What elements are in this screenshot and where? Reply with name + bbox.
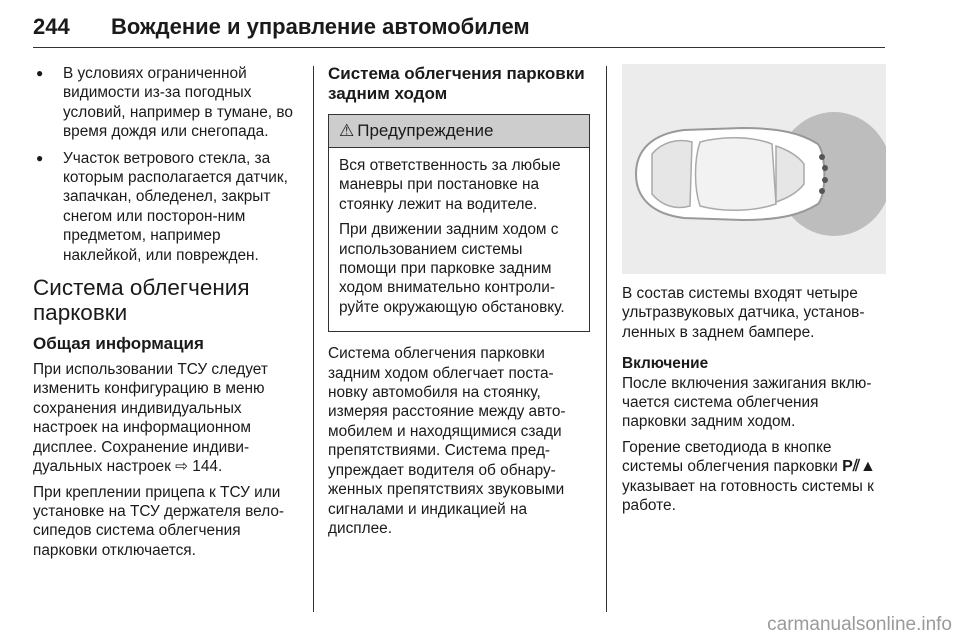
list-item: ● Участок ветрового стекла, за которым располагается датчик, запачкан, обледенел, закрыт снегом или посторон-ним предметом, например наклейкой, или поврежден. — [33, 149, 299, 265]
warning-body — [329, 148, 589, 331]
warning-text: При движении задним ходом с использованием системы помощи при парковке задним ходом внимательно контроли-руйте окружающую обстановку. — [339, 221, 565, 316]
warning-heading: Предупреждение — [357, 121, 494, 140]
paragraph-text: При использовании ТСУ следует изменить конфигурацию в меню сохранения индивидуальных настроек на информационном дисплее. Сохранение индиви-дуальных настроек — [33, 361, 268, 476]
column-divider — [313, 66, 314, 612]
column-right — [622, 64, 886, 515]
page-header — [33, 10, 885, 50]
paragraph: При креплении прицепа к ТСУ или установке на ТСУ держателя вело-сипедов система облегчения парковки отключается. — [33, 483, 285, 559]
paragraph: Система облегчения парковки задним ходом облегчает поста-новку автомобиля на стоянку, измеряя расстояние между авто-мобилем и находящимися сзади препятствиями. Система пред-упреждает водителя об обнару-женных препятствиях звуковыми сигналами и индикацией на дисплее. — [328, 345, 566, 537]
paragraph-text: Горение светодиода в кнопке системы облегчения парковки — [622, 438, 838, 476]
bullet-list — [33, 64, 299, 265]
paragraph — [622, 438, 886, 516]
chapter-title: Вождение и управление автомобилем — [111, 14, 530, 39]
page-reference-icon[interactable]: ⇨ — [175, 458, 188, 476]
subsection-title: Включение — [622, 355, 709, 373]
watermark: carmanualsonline.info — [767, 614, 952, 635]
warning-triangle-icon: ⚠ — [339, 121, 355, 140]
subsection-title: Общая информация — [33, 334, 204, 354]
warning-text: Вся ответственность за любые маневры при постановке на стоянку лежит на водителе. — [339, 157, 561, 213]
car-icon — [622, 64, 886, 274]
header-rule — [33, 47, 885, 48]
car-rear-sensors-illustration — [622, 64, 886, 274]
warning-box — [328, 114, 590, 332]
warning-header — [329, 115, 589, 148]
paragraph: После включения зажигания вклю-чается система облегчения парковки задним ходом. — [622, 374, 872, 431]
section-title: Система облегчения парковки задним ходом — [328, 64, 585, 103]
park-assist-symbol-icon: P⫽▲ — [842, 458, 876, 476]
page-reference-link[interactable]: 144. — [192, 458, 223, 476]
column-left — [33, 64, 299, 566]
figure-caption: В состав системы входят четыре ультразвуковых датчика, установ-ленных в заднем бампере. — [622, 285, 865, 341]
paragraph-text: указывает на готовность системы к работе. — [622, 477, 874, 515]
section-title: Система облегчения парковки — [33, 275, 250, 326]
list-item: ● В условиях ограниченной видимости из-за погодных условий, например в тумане, во время дождя или снегопада. — [33, 64, 299, 142]
page-number: 244 — [33, 14, 70, 39]
column-divider — [606, 66, 607, 612]
column-middle — [328, 64, 590, 538]
paragraph — [33, 360, 299, 476]
